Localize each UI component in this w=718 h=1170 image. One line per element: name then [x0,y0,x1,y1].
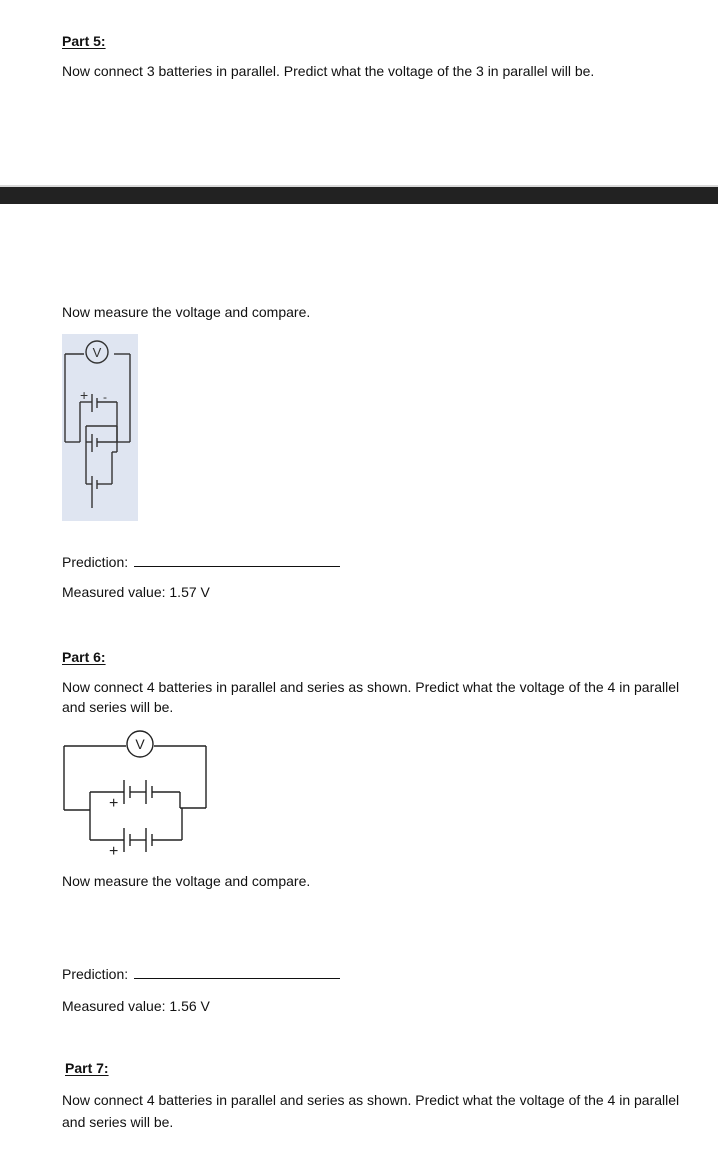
part7-instruction: Now connect 4 batteries in parallel and series as shown. Predict what the voltage of the 4 in parallel and series will be. [62,1092,680,1130]
part5-measure-text: Now measure the voltage and compare. [62,304,311,320]
part5-heading: Part 5: [62,33,106,49]
part5-measured-value: Measured value: 1.57 V [62,584,210,600]
part6-measured-value: Measured value: 1.56 V [62,998,210,1014]
page-break-divider [0,185,718,204]
part5-voltmeter-label: V [92,345,102,360]
part7-heading: Part 7: [65,1060,109,1076]
part5-instruction: Now connect 3 batteries in parallel. Predict what the voltage of the 3 in parallel will be. [62,63,595,79]
part6-plus-sign-bottom: + [109,843,119,860]
part6-prediction [62,966,340,982]
part6-prediction-label: Prediction: [62,966,129,982]
part6-circuit-diagram [60,730,210,860]
part6-prediction-blank[interactable] [134,966,340,979]
part5-prediction [62,554,340,570]
part5-minus-sign: - [103,390,107,404]
part6-voltmeter-label: V [135,736,145,752]
part5-plus-sign: + [80,387,89,403]
part5-prediction-blank[interactable] [134,554,340,567]
part6-heading: Part 6: [62,649,106,665]
part5-circuit-diagram [62,334,138,521]
part6-plus-sign-top: + [109,795,119,812]
part6-measure-text: Now measure the voltage and compare. [62,873,311,889]
part6-instruction: Now connect 4 batteries in parallel and series as shown. Predict what the voltage of the 4 in parallel and series will be. [62,679,680,715]
part5-prediction-label: Prediction: [62,554,129,570]
